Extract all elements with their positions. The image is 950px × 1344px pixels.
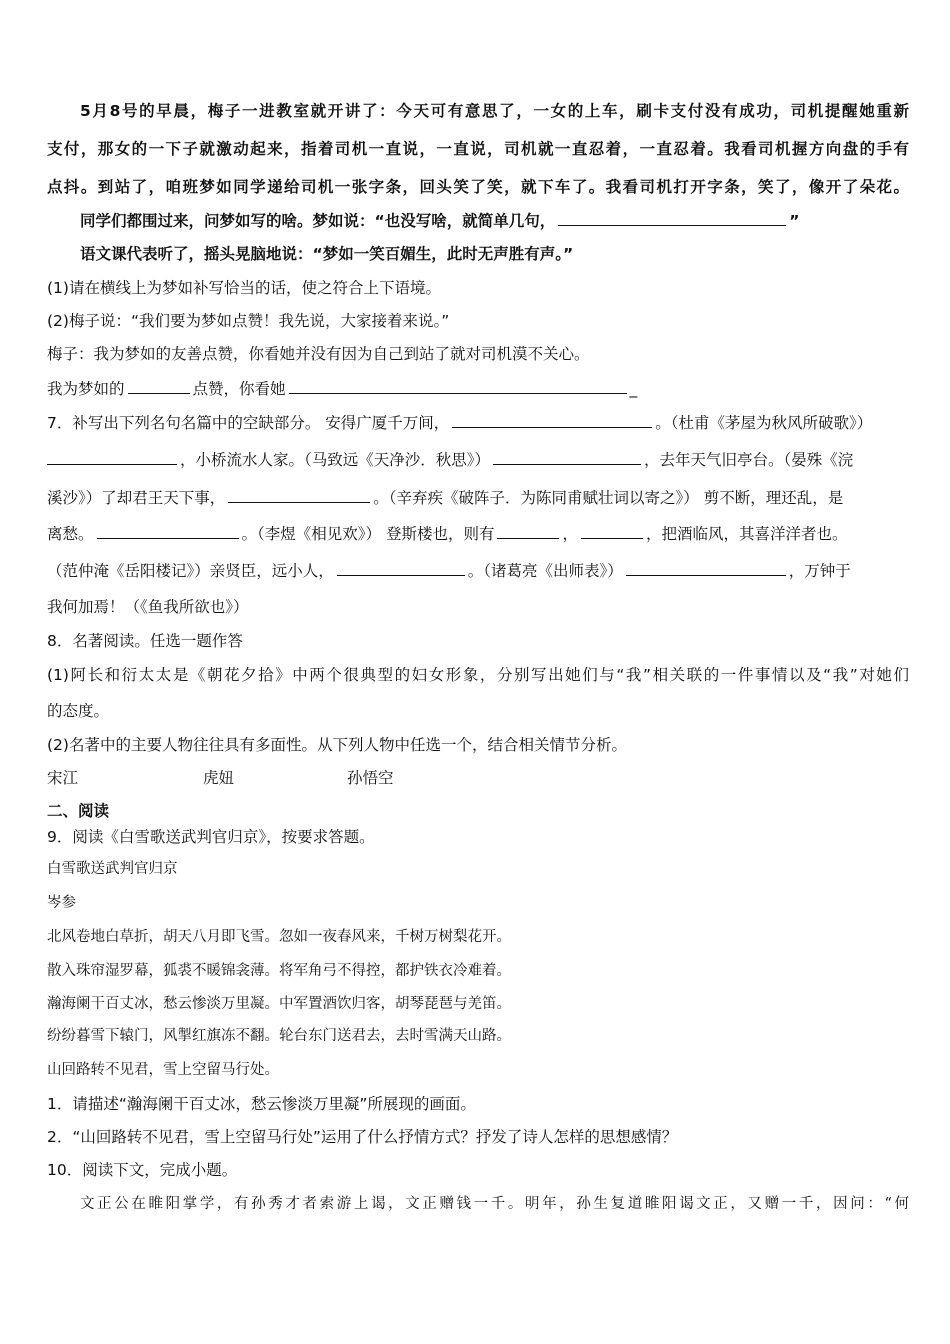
poem-line: 纷纷暮雪下辕门，风掣红旗冻不翻。轮台东门送君去，去时雪满天山路。 bbox=[47, 1028, 511, 1044]
story-paragraph-line: 5月8号的早晨，梅子一进教室就开讲了：今天可有意思了，一女的上车，刷卡支付没有成功，司机提醒她重新 bbox=[80, 102, 909, 120]
question-7-line: （范仲淹《岳阳楼记》）亲贤臣，远小人， 。（诸葛亮《出师表》） ，万钟于 bbox=[47, 559, 909, 582]
question-7-line: 溪沙》）了却君王天下事， 。（辛弃疾《破阵子．为陈同甫赋壮词以寄之》） 剪不断，理还乱，是 bbox=[47, 486, 909, 509]
question-9-2: 2．“山回路转不见君，雪上空留马行处”运用了什么抒情方式？抒发了诗人怎样的思想感情？ bbox=[47, 1128, 678, 1146]
question-7-line: 7．补写出下列名句名篇中的空缺部分。 安得广厦千万间， 。（杜甫《茅屋为秋风所破歌》） bbox=[47, 411, 909, 434]
person-option: 孙悟空 bbox=[347, 769, 394, 787]
question-6-2: (2)梅子说：“我们要为梦如点赞！我先说，大家接着来说。” bbox=[47, 312, 450, 330]
answer-blank[interactable] bbox=[128, 377, 190, 394]
poem-line: 北风卷地白草折，胡天八月即飞雪。忽如一夜春风来，千树万树梨花开。 bbox=[47, 929, 511, 945]
person-options bbox=[47, 767, 909, 789]
person-option: 宋江 bbox=[47, 769, 79, 787]
story-paragraph-line: 支付，那女的一下子就激动起来，指着司机一直说，一直说，司机就一直忍着，一直忍着。我看司机握方向盘的手有 bbox=[47, 140, 909, 158]
question-9-1: 1．请描述“瀚海阑干百丈冰，愁云惨淡万里凝”所展现的画面。 bbox=[47, 1095, 476, 1113]
poem-line: 散入珠帘湿罗幕，狐裘不暖锦衾薄。将军角弓不得控，都护铁衣冷难着。 bbox=[47, 963, 511, 979]
poem-author: 岑参 bbox=[47, 895, 76, 911]
question-7-line: ，小桥流水人家。（马致远《天净沙．秋思》） ，去年天气旧亭台。（晏殊《浣 bbox=[47, 448, 909, 471]
answer-blank[interactable] bbox=[626, 559, 786, 576]
answer-blank[interactable] bbox=[581, 522, 643, 539]
answer-blank[interactable] bbox=[558, 209, 786, 226]
answer-blank[interactable] bbox=[47, 448, 177, 465]
story-dialogue-line: 语文课代表听了，摇头晃脑地说：“梦如一笑百媚生，此时无声胜有声。” bbox=[80, 245, 574, 263]
answer-blank[interactable] bbox=[452, 411, 652, 428]
story-paragraph-line: 点抖。到站了，咱班梦如同学递给司机一张字条，回头笑了笑，就下车了。我看司机打开字条，笑了，像开了朵花。 bbox=[47, 178, 909, 196]
question-6-example: 梅子：我为梦如的友善点赞，你看她并没有因为自己到站了就对司机漠不关心。 bbox=[47, 345, 590, 363]
poem-title: 白雪歌送武判官归京 bbox=[47, 861, 178, 877]
answer-blank[interactable] bbox=[493, 448, 641, 465]
passage-line: 文正公在睢阳掌学，有孙秀才者索游上谒，文正赠钱一千。明年，孙生复道睢阳谒文正，又赠一千，因问：“何 bbox=[80, 1196, 909, 1212]
person-option: 虎妞 bbox=[203, 769, 235, 787]
question-9-title: 9．阅读《白雪歌送武判官归京》，按要求答题。 bbox=[47, 828, 375, 846]
answer-blank[interactable] bbox=[337, 559, 465, 576]
answer-blank[interactable] bbox=[228, 486, 370, 503]
question-7-line: 离愁。 。（李煜《相见欢》） 登斯楼也，则有 ， ，把酒临风，其喜洋洋者也。 bbox=[47, 522, 909, 545]
question-6-1: (1)请在横线上为梦如补写恰当的话，使之符合上下语境。 bbox=[47, 279, 441, 297]
question-10-title: 10．阅读下文，完成小题。 bbox=[47, 1161, 238, 1179]
poem-line: 瀚海阑干百丈冰，愁云惨淡万里凝。中军置酒饮归客，胡琴琵琶与羌笛。 bbox=[47, 996, 511, 1012]
answer-blank[interactable] bbox=[497, 522, 559, 539]
section-heading: 二、阅读 bbox=[47, 802, 110, 820]
question-8-2: (2)名著中的主要人物往往具有多面性。从下列人物中任选一个，结合相关情节分析。 bbox=[47, 736, 627, 754]
story-dialogue-line: 同学们都围过来，问梦如写的啥。梦如说：“也没写啥，就简单几句， ” bbox=[80, 209, 909, 232]
question-8-title: 8．名著阅读。任选一题作答 bbox=[47, 632, 243, 650]
answer-blank[interactable] bbox=[289, 377, 627, 394]
question-7-line: 我何加焉！（《鱼我所欲也》） bbox=[47, 598, 249, 616]
question-6-fill: 我为梦如的 点赞，你看她 _ bbox=[47, 377, 909, 400]
question-8-1: (1)阿长和衍太太是《朝花夕拾》中两个很典型的妇女形象，分别写出她们与“我”相关联的一件事情以及“我”对她们 bbox=[47, 666, 909, 684]
poem-line: 山回路转不见君，雪上空留马行处。 bbox=[47, 1062, 279, 1078]
answer-blank[interactable] bbox=[97, 522, 239, 539]
question-8-1-cont: 的态度。 bbox=[47, 702, 110, 720]
